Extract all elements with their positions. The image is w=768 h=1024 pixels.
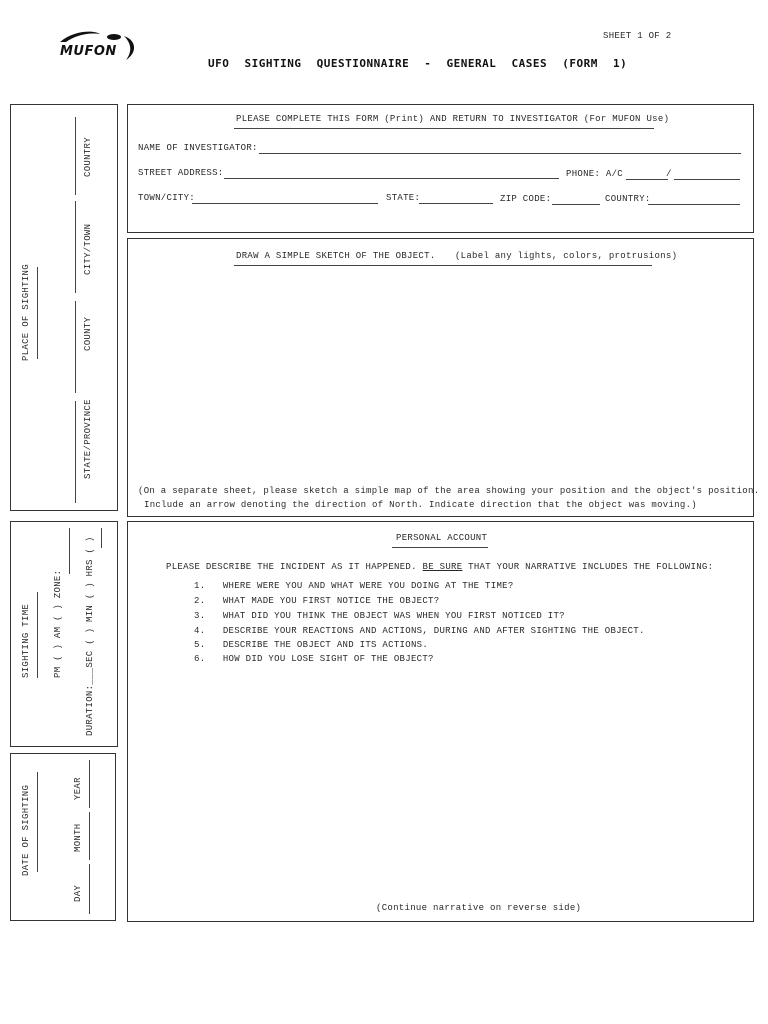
investigator-name-field[interactable]	[259, 153, 741, 154]
item-text: WHERE WERE YOU AND WHAT WERE YOU DOING AT THE TIME?	[222, 581, 514, 591]
item-text: WHAT DID YOU THINK THE OBJECT WAS WHEN YOU FIRST NOTICED IT?	[222, 611, 565, 621]
zip-code-label: ZIP CODE:	[500, 194, 552, 204]
duration-label: DURATION:___SEC ( ) MIN ( ) HRS ( )	[85, 536, 95, 736]
date-title-underline	[37, 772, 38, 872]
town-city-label: TOWN/CITY:	[138, 193, 196, 203]
phone-label: PHONE: A/C	[566, 169, 624, 179]
item-text: DESCRIBE THE OBJECT AND ITS ACTIONS.	[222, 640, 429, 650]
year-label: YEAR	[73, 777, 83, 800]
mufon-logo	[54, 28, 144, 64]
phone-number-field[interactable]	[674, 179, 740, 180]
year-line	[89, 760, 90, 808]
account-item	[194, 640, 428, 650]
ampm-zone-label: PM ( ) AM ( ) ZONE:	[53, 569, 63, 678]
account-intro-pre: PLEASE DESCRIBE THE INCIDENT AS IT HAPPENED.	[166, 562, 417, 572]
sketch-box	[127, 238, 760, 517]
map-note-line2: Include an arrow denoting the direction of North. Indicate direction that the object was moving.)	[144, 500, 697, 510]
state-field[interactable]	[419, 203, 493, 204]
item-number: 6.	[194, 654, 206, 664]
sketch-heading-main: DRAW A SIMPLE SKETCH OF THE OBJECT.	[236, 251, 436, 261]
personal-account-heading: PERSONAL ACCOUNT	[396, 533, 488, 543]
account-item	[194, 611, 565, 621]
date-of-sighting-box	[10, 753, 116, 921]
day-label: DAY	[73, 884, 83, 902]
form-title: UFO SIGHTING QUESTIONNAIRE - GENERAL CASES (FORM 1)	[208, 57, 628, 70]
account-intro-post: THAT YOUR NARRATIVE INCLUDES THE FOLLOWING:	[468, 562, 714, 572]
duration-line	[101, 528, 102, 548]
item-text: WHAT MADE YOU FIRST NOTICE THE OBJECT?	[222, 596, 440, 606]
personal-account-box	[127, 521, 754, 922]
county-line	[75, 301, 76, 393]
continue-narrative-note: (Continue narrative on reverse side)	[376, 903, 582, 913]
account-item	[194, 654, 434, 664]
sheet-label: SHEET 1 OF 2	[603, 31, 672, 41]
country-field-label: COUNTRY:	[605, 194, 651, 204]
narrative-writing-area[interactable]	[138, 672, 742, 896]
sketch-drawing-area[interactable]	[138, 275, 742, 475]
sighting-time-box	[10, 521, 118, 747]
zone-line	[69, 528, 70, 574]
account-item	[194, 581, 514, 591]
sketch-heading-note: (Label any lights, colors, protrusions)	[454, 251, 678, 261]
street-address-field[interactable]	[224, 178, 559, 179]
investigator-heading-underline	[234, 128, 654, 129]
phone-area-code-field[interactable]	[626, 179, 668, 180]
place-of-sighting-box	[10, 104, 118, 511]
item-number: 1.	[194, 581, 206, 591]
item-number: 5.	[194, 640, 206, 650]
zip-code-field[interactable]	[552, 204, 600, 205]
country-line	[75, 117, 76, 195]
city-line	[75, 201, 76, 293]
country-label: COUNTRY	[83, 137, 93, 177]
place-title-underline	[37, 267, 38, 359]
month-line	[89, 812, 90, 860]
account-item	[194, 626, 645, 636]
item-number: 3.	[194, 611, 206, 621]
state-line	[75, 401, 76, 503]
item-text: DESCRIBE YOUR REACTIONS AND ACTIONS, DURING AND AFTER SIGHTING THE OBJECT.	[222, 626, 645, 636]
investigator-heading: PLEASE COMPLETE THIS FORM (Print) AND RETURN TO INVESTIGATOR (For MUFON Use)	[236, 114, 670, 124]
town-city-field[interactable]	[192, 203, 378, 204]
city-town-label: CITY/TOWN	[83, 223, 93, 275]
investigator-name-label: NAME OF INVESTIGATOR:	[138, 143, 258, 153]
personal-account-heading-underline	[392, 547, 488, 548]
county-label: COUNTY	[83, 316, 93, 351]
investigator-box	[127, 104, 754, 233]
sketch-heading-underline	[234, 265, 652, 266]
country-field[interactable]	[648, 204, 740, 205]
street-address-label: STREET ADDRESS:	[138, 168, 224, 178]
phone-separator: /	[666, 169, 672, 179]
logo-text: MUFON	[60, 44, 117, 59]
month-label: MONTH	[73, 823, 83, 852]
time-title-underline	[37, 592, 38, 678]
item-number: 4.	[194, 626, 206, 636]
account-item	[194, 596, 439, 606]
item-number: 2.	[194, 596, 206, 606]
account-intro	[166, 562, 713, 572]
sighting-time-title: SIGHTING TIME	[21, 603, 31, 678]
sketch-heading	[236, 251, 677, 261]
state-province-label: STATE/PROVINCE	[83, 399, 93, 479]
item-text: HOW DID YOU LOSE SIGHT OF THE OBJECT?	[222, 654, 434, 664]
place-of-sighting-title: PLACE OF SIGHTING	[21, 264, 31, 361]
account-intro-emph: BE SURE	[422, 562, 463, 572]
day-line	[89, 864, 90, 914]
state-label: STATE:	[386, 193, 421, 203]
date-of-sighting-title: DATE OF SIGHTING	[21, 784, 31, 876]
map-note-line1: (On a separate sheet, please sketch a simple map of the area showing your position and the object's position.	[138, 486, 760, 496]
